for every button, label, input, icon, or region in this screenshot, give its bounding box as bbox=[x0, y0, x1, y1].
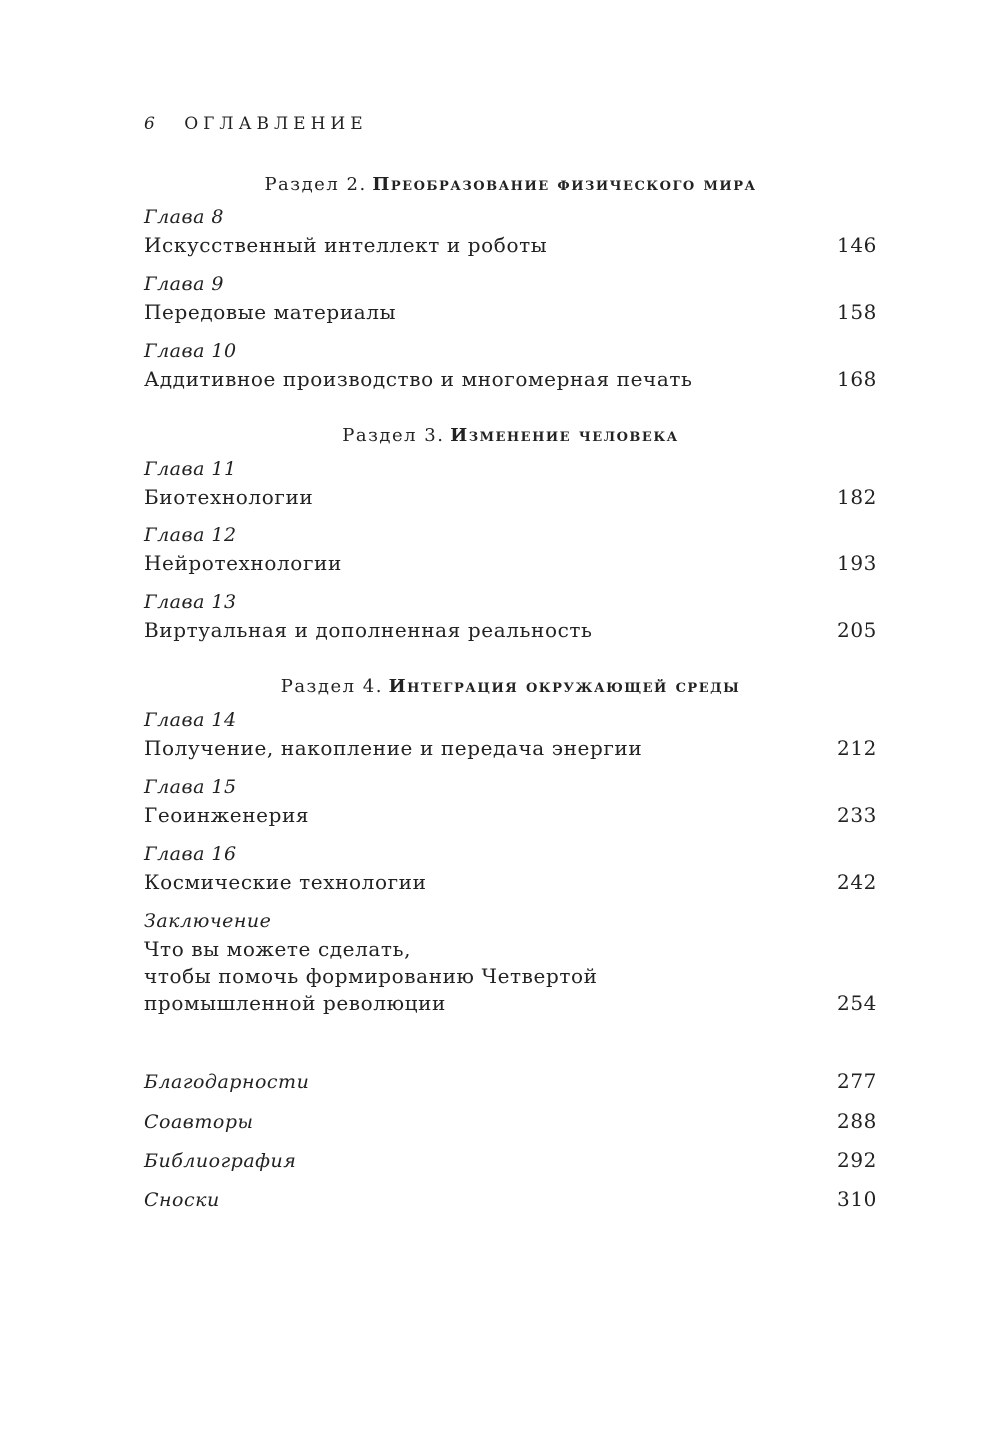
chapter-title[interactable]: Получение, накопление и передача энергии bbox=[144, 736, 643, 760]
back-matter-page-number[interactable]: 292 bbox=[837, 1148, 877, 1172]
chapter-label: Глава 15 bbox=[144, 776, 237, 798]
chapter-page-number[interactable]: 242 bbox=[837, 870, 877, 894]
chapter-title[interactable]: Передовые материалы bbox=[144, 300, 397, 324]
section-heading bbox=[144, 676, 877, 697]
chapter-page-number[interactable]: 158 bbox=[837, 300, 877, 324]
chapter-label: Глава 16 bbox=[144, 843, 237, 865]
section-label: Раздел 2. bbox=[264, 174, 367, 195]
conclusion-page-number[interactable]: 254 bbox=[837, 991, 877, 1015]
back-matter-title[interactable]: Библиография bbox=[144, 1150, 297, 1172]
chapter-label: Глава 9 bbox=[144, 273, 225, 295]
page-number: 6 bbox=[144, 114, 155, 134]
chapter-title[interactable]: Биотехнологии bbox=[144, 485, 314, 509]
section-label: Раздел 4. bbox=[280, 676, 383, 697]
section-heading bbox=[144, 174, 877, 195]
chapter-title[interactable]: Аддитивное производство и многомерная печать bbox=[144, 367, 693, 391]
chapter-title[interactable]: Геоинженерия bbox=[144, 803, 310, 827]
chapter-page-number[interactable]: 182 bbox=[837, 485, 877, 509]
chapter-page-number[interactable]: 146 bbox=[837, 233, 877, 257]
back-matter-title[interactable]: Благодарности bbox=[144, 1071, 310, 1093]
section-label: Раздел 3. bbox=[342, 425, 445, 446]
running-title: ОГЛАВЛЕНИЕ bbox=[184, 114, 368, 134]
section-title: Интеграция окружающей среды bbox=[388, 676, 741, 697]
chapter-title[interactable]: Виртуальная и дополненная реальность bbox=[144, 618, 593, 642]
chapter-label: Глава 8 bbox=[144, 206, 225, 228]
back-matter-title[interactable]: Соавторы bbox=[144, 1111, 254, 1133]
chapter-page-number[interactable]: 193 bbox=[837, 551, 877, 575]
chapter-page-number[interactable]: 212 bbox=[837, 736, 877, 760]
chapter-page-number[interactable]: 168 bbox=[837, 367, 877, 391]
chapter-title[interactable]: Космические технологии bbox=[144, 870, 427, 894]
section-title: Изменение человека bbox=[450, 425, 679, 446]
chapter-label: Глава 10 bbox=[144, 340, 237, 362]
conclusion-title-line[interactable]: чтобы помочь формированию Четвертой bbox=[144, 964, 598, 988]
chapter-title[interactable]: Нейротехнологии bbox=[144, 551, 342, 575]
back-matter-page-number[interactable]: 277 bbox=[837, 1069, 877, 1093]
chapter-label: Глава 11 bbox=[144, 458, 237, 480]
back-matter-title[interactable]: Сноски bbox=[144, 1189, 220, 1211]
conclusion-title-line[interactable]: промышленной революции bbox=[144, 991, 446, 1015]
section-title: Преобразование физического мира bbox=[372, 174, 757, 195]
running-head bbox=[144, 114, 368, 134]
chapter-label: Глава 13 bbox=[144, 591, 237, 613]
chapter-page-number[interactable]: 205 bbox=[837, 618, 877, 642]
chapter-title[interactable]: Искусственный интеллект и роботы bbox=[144, 233, 548, 257]
chapter-page-number[interactable]: 233 bbox=[837, 803, 877, 827]
conclusion-title-line[interactable]: Что вы можете сделать, bbox=[144, 937, 412, 961]
conclusion-label: Заключение bbox=[144, 910, 272, 932]
back-matter-page-number[interactable]: 288 bbox=[837, 1109, 877, 1133]
back-matter-page-number[interactable]: 310 bbox=[837, 1187, 877, 1211]
section-heading bbox=[144, 425, 877, 446]
chapter-label: Глава 12 bbox=[144, 524, 237, 546]
chapter-label: Глава 14 bbox=[144, 709, 237, 731]
